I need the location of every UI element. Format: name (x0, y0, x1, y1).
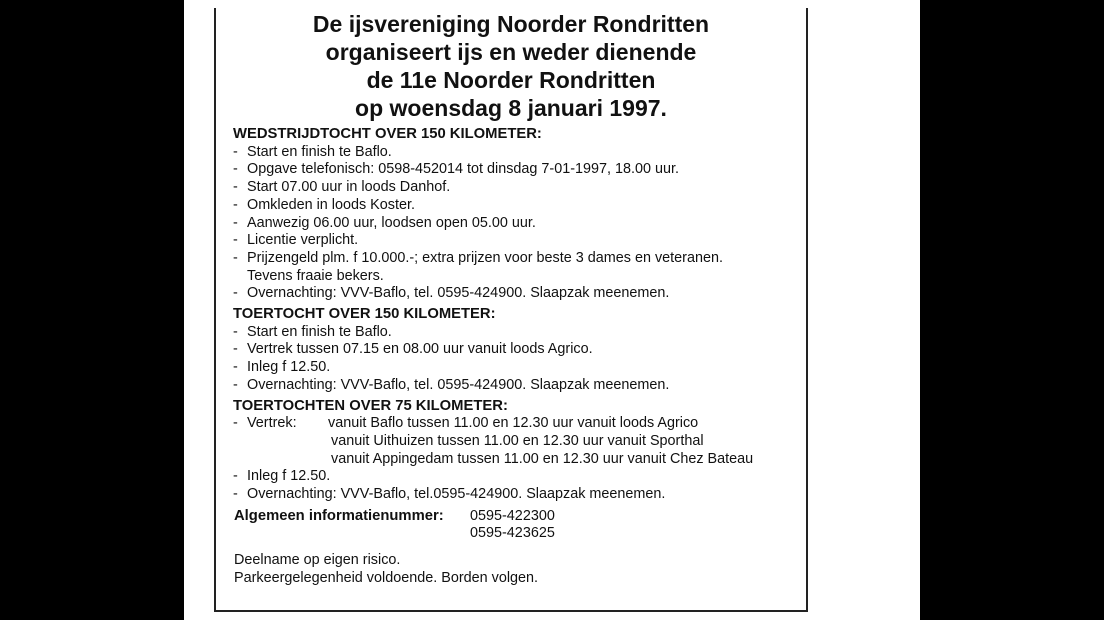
info-numbers (470, 508, 555, 543)
prizes-continuation: Tevens fraaie bekers. (247, 267, 384, 284)
list-item: - Inleg f 12.50. (233, 359, 802, 377)
list-item: - Overnachting: VVV-Baflo, tel. 0595-424900. Slaapzak meenemen. (233, 285, 802, 303)
section-title-toertocht-150: TOERTOCHT OVER 150 KILOMETER: (233, 306, 496, 323)
headline-line: op woensdag 8 januari 1997. (355, 95, 667, 121)
section-list-wedstrijdtocht (233, 144, 802, 303)
list-item: - Start 07.00 uur in loods Danhof. (233, 179, 802, 197)
list-item: - Aanwezig 06.00 uur, loodsen open 05.00 uur. (233, 215, 802, 233)
info-number: 0595-422300 (470, 507, 555, 524)
prizes-text: Prijzengeld plm. f 10.000.-; extra prijzen voor beste 3 dames en veteranen. (247, 249, 723, 266)
section-title-wedstrijdtocht: WEDSTRIJDTOCHT OVER 150 KILOMETER: (233, 126, 542, 142)
list-item: - Inleg f 12.50. (233, 468, 802, 486)
list-item-vertrek (233, 415, 802, 468)
list-item: - Start en finish te Baflo. (233, 324, 802, 342)
ad-body (233, 126, 802, 588)
footer-notes (233, 552, 802, 587)
list-item: - Opgave telefonisch: 0598-452014 tot dinsdag 7-01-1997, 18.00 uur. (233, 161, 802, 179)
footer-line: Parkeergelegenheid voldoende. Borden volgen. (234, 569, 539, 586)
section-list-toertocht-150 (233, 324, 802, 395)
list-item: - Vertrek tussen 07.15 en 08.00 uur vanuit loods Agrico. (233, 341, 802, 359)
headline (216, 8, 806, 122)
vertrek-line: vanuit Appingedam tussen 11.00 en 12.30 uur vanuit Chez Bateau (331, 450, 754, 467)
headline-line: De ijsvereniging Noorder Rondritten (312, 11, 710, 37)
vertrek-label: - Vertrek: (247, 415, 297, 432)
list-item: - Overnachting: VVV-Baflo, tel. 0595-424900. Slaapzak meenemen. (233, 377, 802, 395)
info-block (233, 508, 802, 543)
headline-line: organiseert ijs en weder dienende (325, 39, 697, 65)
info-number: 0595-423625 (470, 525, 555, 542)
list-item: - Omkleden in loods Koster. (233, 197, 802, 215)
vertrek-line: vanuit Baflo tussen 11.00 en 12.30 uur vanuit loods Agrico (328, 415, 699, 432)
headline-line: de 11e Noorder Rondritten (366, 67, 656, 93)
list-item: - Start en finish te Baflo. (233, 144, 802, 162)
advertisement (214, 8, 808, 612)
section-list-toertochten-75 (233, 415, 802, 504)
info-label: Algemeen informatienummer: (234, 507, 444, 524)
section-title-toertochten-75: TOERTOCHTEN OVER 75 KILOMETER: (233, 397, 508, 414)
list-item: - Overnachting: VVV-Baflo, tel.0595-424900. Slaapzak meenemen. (233, 486, 802, 504)
list-item-prizes (233, 250, 802, 285)
scanned-page (184, 0, 920, 620)
vertrek-line: vanuit Uithuizen tussen 11.00 en 12.30 uur vanuit Sporthal (331, 432, 704, 449)
vertrek-lines (328, 415, 753, 468)
footer-line: Deelname op eigen risico. (234, 552, 401, 569)
vertrek-row (247, 415, 802, 468)
list-item: - Licentie verplicht. (233, 232, 802, 250)
